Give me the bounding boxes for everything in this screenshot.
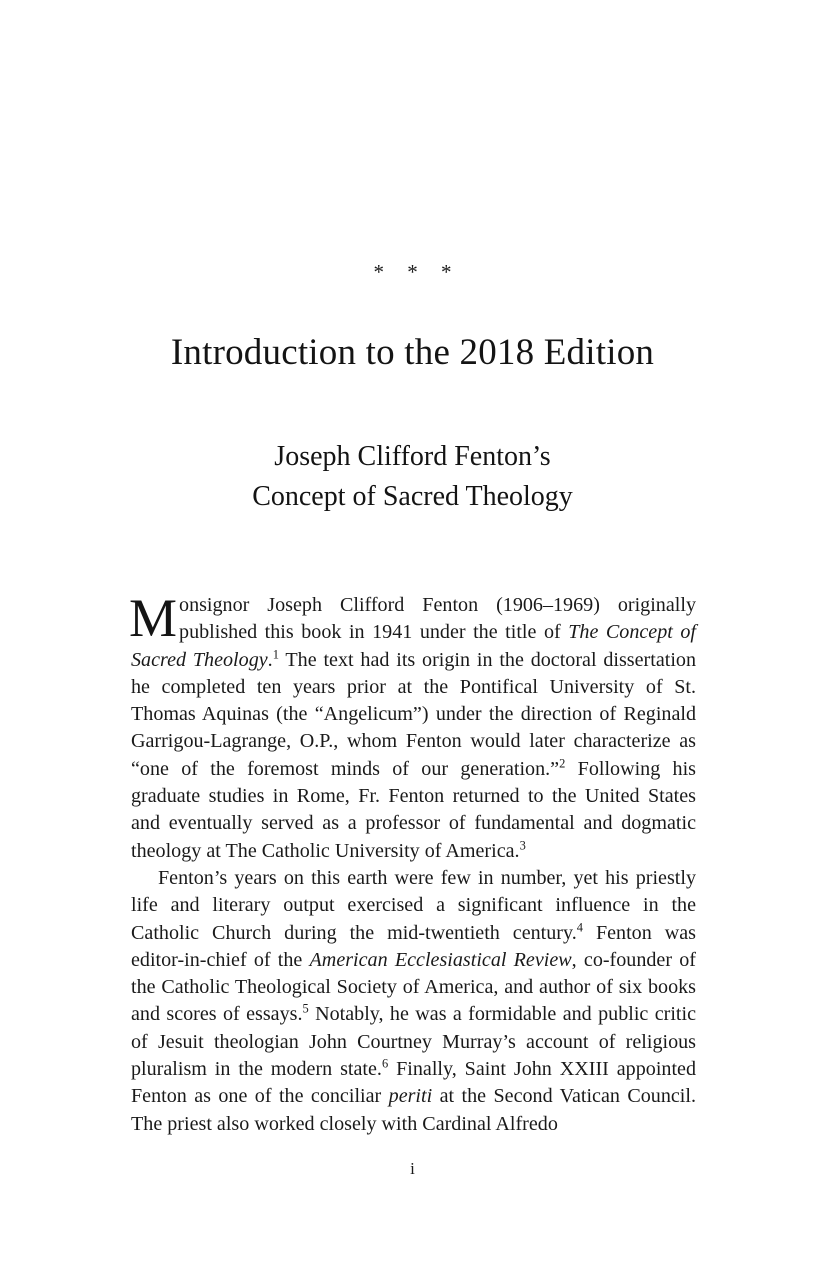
p1-run-1: onsignor Joseph Clifford Fenton (1906–1969) originally published this book in 1941 under the title of bbox=[179, 594, 696, 644]
p2-periti-italic: periti bbox=[388, 1085, 433, 1108]
paragraph-2 bbox=[131, 865, 696, 1138]
asterisk-separator: * * * bbox=[373, 260, 461, 284]
p1-run-3: The text had its origin in the doctoral dissertation he completed ten years prior at the Pontifical University of St. Thomas Aquinas (the “Angelicum”) under the direction of Reginald Garrigou-Lagrange, O.P., whom Fenton would later characterize as “one of the foremost minds of our generation.” bbox=[131, 648, 697, 780]
p2-run-6: at the Second Vatican Council. The priest also worked closely with Cardinal Alfredo bbox=[131, 1085, 696, 1135]
subtitle-line-2: Concept of Sacred Theology bbox=[252, 480, 573, 512]
p2-journal-title-italic: American Ecclesiastical Review bbox=[309, 948, 572, 971]
p2-run-3: , co-founder of the Catholic Theological Society of America, and author of six books and scores of essays. bbox=[131, 948, 696, 1026]
footnote-marker-6: 6 bbox=[381, 1056, 389, 1071]
drop-cap: M bbox=[129, 588, 178, 648]
p2-run-4: Notably, he was a formidable and public critic of Jesuit theologian John Courtney Murray’s account of religious pluralism in the modern state. bbox=[131, 1003, 696, 1081]
page-title: Introduction to the 2018 Edition bbox=[170, 332, 655, 373]
p2-run-2: Fenton was editor-in-chief of the bbox=[131, 921, 696, 971]
body-text bbox=[129, 588, 697, 1138]
p1-book-title-italic: The Concept of Sacred Theology bbox=[131, 621, 697, 671]
subtitle-line-1: Joseph Clifford Fenton’s bbox=[274, 441, 551, 472]
page-number: i bbox=[410, 1159, 415, 1178]
footnote-marker-5: 5 bbox=[302, 1001, 309, 1016]
footnote-marker-4: 4 bbox=[576, 919, 583, 934]
footnote-marker-2: 2 bbox=[559, 756, 566, 771]
subtitle bbox=[0, 437, 825, 517]
footnote-marker-1: 1 bbox=[272, 646, 279, 661]
p1-run-2: . bbox=[267, 648, 273, 671]
p1-run-4: Following his graduate studies in Rome, Fr. Fenton returned to the United States and eventually served as a professor of fundamental and dogmatic theology at The Catholic University of America. bbox=[131, 757, 697, 862]
footnote-marker-3: 3 bbox=[519, 837, 526, 852]
p2-run-1: Fenton’s years on this earth were few in number, yet his priestly life and literary output exercised a significant influence in the Catholic Church during the mid-twentieth century. bbox=[131, 866, 696, 944]
paragraph-1 bbox=[129, 588, 697, 865]
p2-run-5: Finally, Saint John XXIII appointed Fenton as one of the conciliar bbox=[131, 1058, 696, 1108]
